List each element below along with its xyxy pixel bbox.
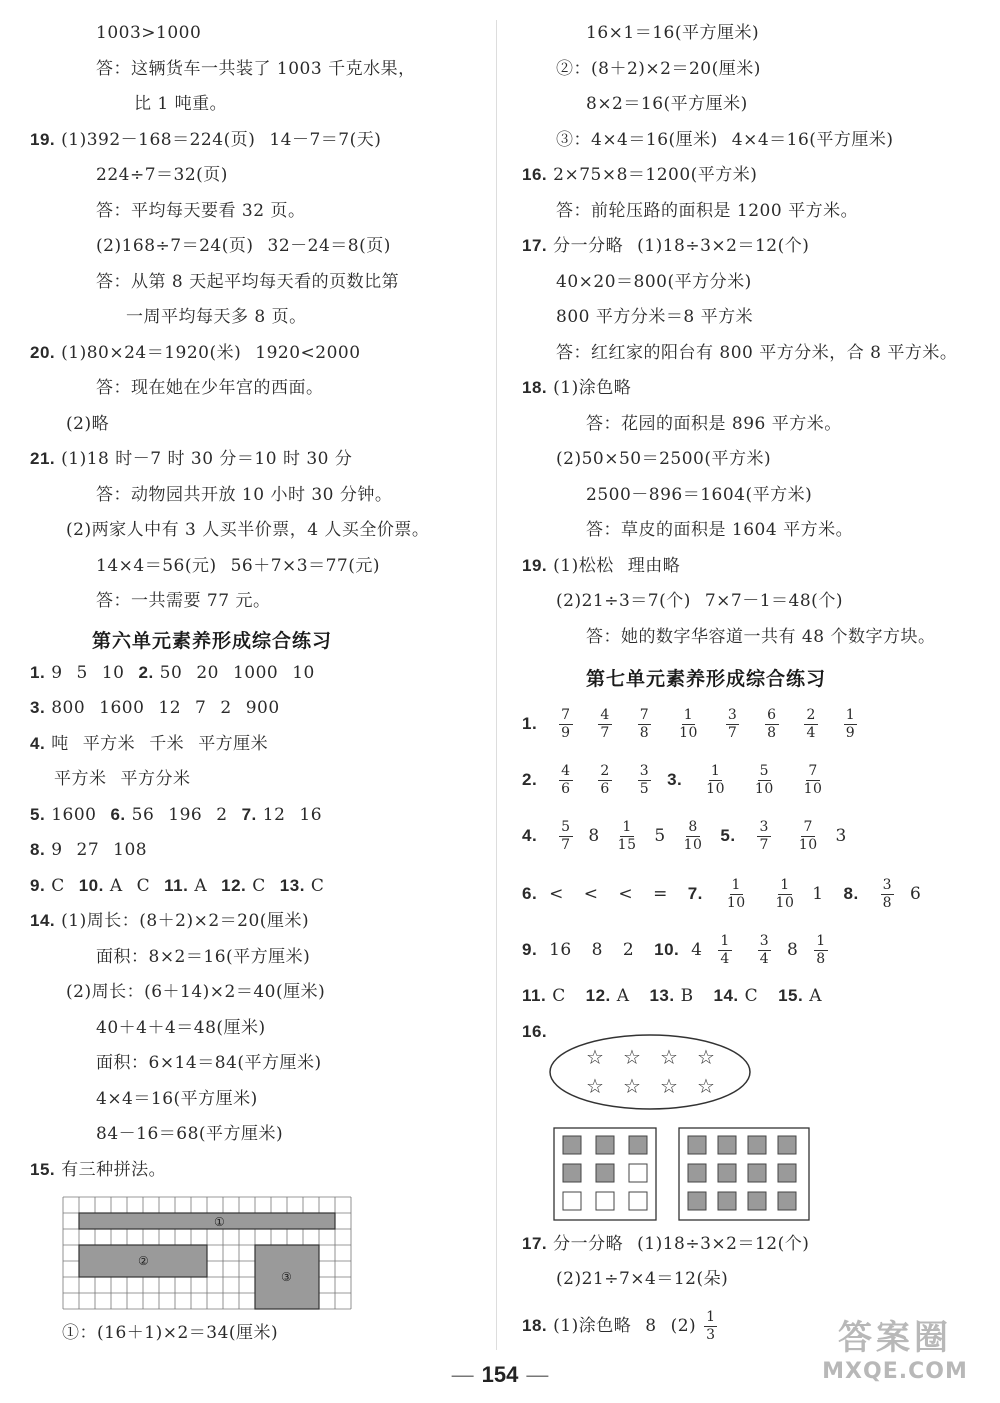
answer-line: 比 1 吨重。	[134, 94, 228, 114]
tiling-grid-diagram	[62, 1196, 354, 1318]
fraction: $\frac{6}{8}$	[767, 707, 777, 741]
text-line: (2)两家人中有 3 人买半价票，4 人买全价票。	[66, 520, 430, 540]
fraction: $\frac{2}{4}$	[806, 707, 816, 741]
text-line: 面积：8×2＝16(平方厘米)	[96, 947, 311, 967]
answer-row: 1. 9 5 10 2. 50 20 1000 10	[30, 663, 315, 683]
shape-label-1: ①	[214, 1215, 225, 1229]
shaded-square	[629, 1136, 647, 1154]
question-14: 14. (1)周长：(8＋2)×2＝20(厘米)	[30, 911, 310, 931]
answer-row-fractions: 1. $\frac{7}{9}$ $\frac{4}{7}$ $\frac{7}{8}$ $\frac{1}{10}$ $\frac{3}{7}$ $\frac{6}{8}$ $\frac{2}{4}$ $\frac{1}{9}$	[522, 707, 856, 741]
empty-square	[629, 1164, 647, 1182]
section-heading-unit6: 第六单元素养形成综合练习	[92, 630, 333, 652]
fraction: $\frac{5}{10}$	[754, 763, 774, 797]
fraction: $\frac{1}{15}$	[617, 819, 637, 853]
text-line: 8×2＝16(平方厘米)	[586, 94, 748, 114]
star-icon: ☆	[660, 1074, 678, 1098]
empty-square	[629, 1192, 647, 1210]
star-icon: ☆	[586, 1074, 604, 1098]
fraction: $\frac{7}{8}$	[639, 707, 650, 741]
star-icon: ☆	[697, 1074, 715, 1098]
answer-row: 11. C 12. A 13. B 14. C 15. A	[522, 986, 822, 1006]
shaded-square	[688, 1164, 706, 1182]
answer-line: 答：现在她在少年宫的西面。	[96, 378, 324, 398]
shaded-box-diagram-2	[678, 1127, 811, 1227]
question-number: 20.	[30, 343, 56, 362]
question-number: 21.	[30, 449, 56, 468]
answer-row: 5. 1600 6. 56 196 2 7. 12 16	[30, 805, 323, 825]
shaded-square	[748, 1192, 766, 1210]
shaded-box-diagram-1	[553, 1127, 658, 1227]
answer-line: 答：红红家的阳台有 800 平方分米，合 8 平方米。	[556, 343, 958, 363]
answer-line: 答：动物园共开放 10 小时 30 分钟。	[96, 485, 393, 505]
shaded-square	[748, 1136, 766, 1154]
fraction: $\frac{8}{10}$	[683, 819, 703, 853]
text-line: 2500－896＝1604(平方米)	[586, 485, 813, 505]
fraction: $\frac{1}{10}$	[775, 877, 795, 911]
text-line: 16×1＝16(平方厘米)	[586, 23, 760, 43]
answer-row-fractions: 2. $\frac{4}{6}$ $\frac{2}{6}$ $\frac{3}{5}$ 3. $\frac{1}{10}$ $\frac{5}{10}$ $\frac{7}{10}$	[522, 763, 823, 797]
shaded-square	[563, 1136, 581, 1154]
fraction: $\frac{1}{4}$	[720, 933, 730, 967]
shaded-square	[748, 1164, 766, 1182]
shape-label-2: ②	[138, 1254, 149, 1268]
shaded-square	[718, 1192, 736, 1210]
answer-row-fractions: 4. $\frac{5}{7}$ 8 $\frac{1}{15}$ 5 $\frac{8}{10}$ 5. $\frac{3}{7}$ $\frac{7}{10}$ 3	[522, 819, 847, 853]
answer-line: 答：从第 8 天起平均每天看的页数比第	[96, 272, 400, 292]
answer-row: 8. 9 27 108	[30, 840, 148, 860]
question-16-number: 16.	[522, 1022, 548, 1041]
shaded-square	[778, 1164, 796, 1182]
star-icon: ☆	[586, 1045, 604, 1069]
question-20: 20. (1)80×24＝1920(米) 1920<2000	[30, 343, 361, 363]
fraction: $\frac{5}{7}$	[561, 819, 571, 853]
empty-square	[596, 1192, 614, 1210]
fraction: $\frac{7}{10}$	[798, 819, 818, 853]
text-line: ②：(8＋2)×2＝20(厘米)	[556, 59, 761, 79]
fraction: $\frac{1}{10}$	[679, 707, 698, 741]
answer-row: 4. 吨 平方米 千米 平方厘米	[30, 734, 269, 754]
answer-line: 一周平均每天多 8 页。	[126, 307, 307, 327]
shaded-square	[596, 1164, 614, 1182]
answer-line: 答：一共需要 77 元。	[96, 591, 271, 611]
question-18: 18. (1)涂色略	[522, 378, 632, 398]
star-icon: ☆	[697, 1045, 715, 1069]
answer-line: 答：平均每天要看 32 页。	[96, 201, 306, 221]
question-15: 15. 有三种拼法。	[30, 1160, 167, 1180]
fraction: $\frac{1}{9}$	[845, 707, 856, 741]
text-line: 800 平方分米＝8 平方米	[556, 307, 754, 327]
answer-row-fractions: 6. < < < = 7. $\frac{1}{10}$ $\frac{1}{10}$ 1 8. $\frac{3}{8}$ 6	[522, 877, 922, 911]
question-number: 19.	[30, 130, 56, 149]
text-line: (2)周长：(6＋14)×2＝40(厘米)	[66, 982, 326, 1002]
answer-row-fractions: 9. 16 8 2 10. 4 $\frac{1}{4}$ $\frac{3}{4}$ 8 $\frac{1}{8}$	[522, 933, 826, 967]
watermark-logo: 答案圈 MXQE.COM	[822, 1318, 968, 1384]
fraction: $\frac{3}{8}$	[882, 877, 893, 911]
shaded-square	[778, 1192, 796, 1210]
answer-line: 答：花园的面积是 896 平方米。	[586, 414, 842, 434]
question-18-right: 18. (1)涂色略 8 (2) $\frac{1}{3}$	[522, 1309, 716, 1343]
answer-line: 答：她的数字华容道一共有 48 个数字方块。	[586, 627, 936, 647]
text-line: (2)21÷3＝7(个) 7×7－1＝48(个)	[556, 591, 843, 611]
shaded-square	[688, 1136, 706, 1154]
shaded-square	[563, 1164, 581, 1182]
answer-row: 平方米 平方分米	[54, 769, 191, 789]
fraction: $\frac{3}{7}$	[727, 707, 738, 741]
question-17: 17. 分一分略 (1)18÷3×2＝12(个)	[522, 236, 810, 256]
shape-1	[79, 1213, 335, 1229]
shaded-square	[596, 1136, 614, 1154]
text-line: (2)50×50＝2500(平方米)	[556, 449, 772, 469]
shaded-square	[718, 1136, 736, 1154]
text-line: (2)21÷7×4＝12(朵)	[556, 1269, 729, 1289]
answer-line: 答：前轮压路的面积是 1200 平方米。	[556, 201, 859, 221]
fraction: $\frac{3}{5}$	[639, 763, 650, 797]
question-21: 21. (1)18 时－7 时 30 分＝10 时 30 分	[30, 449, 353, 469]
text-line: 4×4＝16(平方厘米)	[96, 1089, 258, 1109]
fraction: $\frac{3}{7}$	[759, 819, 769, 853]
text-line: 1003>1000	[96, 23, 202, 43]
fraction: $\frac{3}{4}$	[759, 933, 770, 967]
star-icon: ☆	[623, 1045, 641, 1069]
column-divider	[496, 20, 497, 1350]
question-19-right: 19. (1)松松 理由略	[522, 556, 681, 576]
fraction: $\frac{2}{6}$	[600, 763, 610, 797]
answer-line: 答：草皮的面积是 1604 平方米。	[586, 520, 854, 540]
fraction: $\frac{1}{8}$	[816, 933, 826, 967]
fraction: $\frac{1}{3}$	[706, 1309, 716, 1343]
text-line: 84－16＝68(平方厘米)	[96, 1124, 284, 1144]
page-number: — 154 —	[451, 1362, 549, 1387]
text-line: 14×4＝56(元) 56＋7×3＝77(元)	[96, 556, 380, 576]
empty-square	[563, 1192, 581, 1210]
fraction: $\frac{1}{10}$	[706, 763, 725, 797]
fraction: $\frac{4}{6}$	[561, 763, 571, 797]
star-icon: ☆	[623, 1074, 641, 1098]
text-line: 面积：6×14＝84(平方厘米)	[96, 1053, 322, 1073]
text-line: 40＋4＋4＝48(厘米)	[96, 1018, 266, 1038]
section-heading-unit7: 第七单元素养形成综合练习	[586, 668, 827, 690]
text-line: ①：(16＋1)×2＝34(厘米)	[62, 1323, 279, 1343]
fraction: $\frac{7}{10}$	[803, 763, 823, 797]
text-line: 224÷7＝32(页)	[96, 165, 228, 185]
shaded-square	[688, 1192, 706, 1210]
star-icon: ☆	[660, 1045, 678, 1069]
question-19: 19. (1)392－168＝224(页) 14－7＝7(天)	[30, 130, 382, 150]
fraction: $\frac{7}{9}$	[561, 707, 571, 741]
fraction: $\frac{4}{7}$	[600, 707, 610, 741]
answer-row: 9. C 10. A C 11. A 12. C 13. C	[30, 876, 325, 896]
shaded-square	[718, 1164, 736, 1182]
shaded-square	[778, 1136, 796, 1154]
question-17-right: 17. 分一分略 (1)18÷3×2＝12(个)	[522, 1234, 810, 1254]
text-line: (2)168÷7＝24(页) 32－24＝8(页)	[96, 236, 391, 256]
answer-line: 答：这辆货车一共装了 1003 千克水果，	[96, 59, 416, 79]
text-line: 40×20＝800(平方分米)	[556, 272, 752, 292]
star-oval-diagram	[548, 1032, 753, 1116]
answer-row: 3. 800 1600 12 7 2 900	[30, 698, 280, 718]
shape-label-3: ③	[281, 1270, 292, 1284]
text-line: ③：4×4＝16(厘米) 4×4＝16(平方厘米)	[556, 130, 894, 150]
question-16: 16. 2×75×8＝1200(平方米)	[522, 165, 758, 185]
fraction: $\frac{1}{10}$	[726, 877, 746, 911]
text-line: (2)略	[66, 414, 110, 434]
